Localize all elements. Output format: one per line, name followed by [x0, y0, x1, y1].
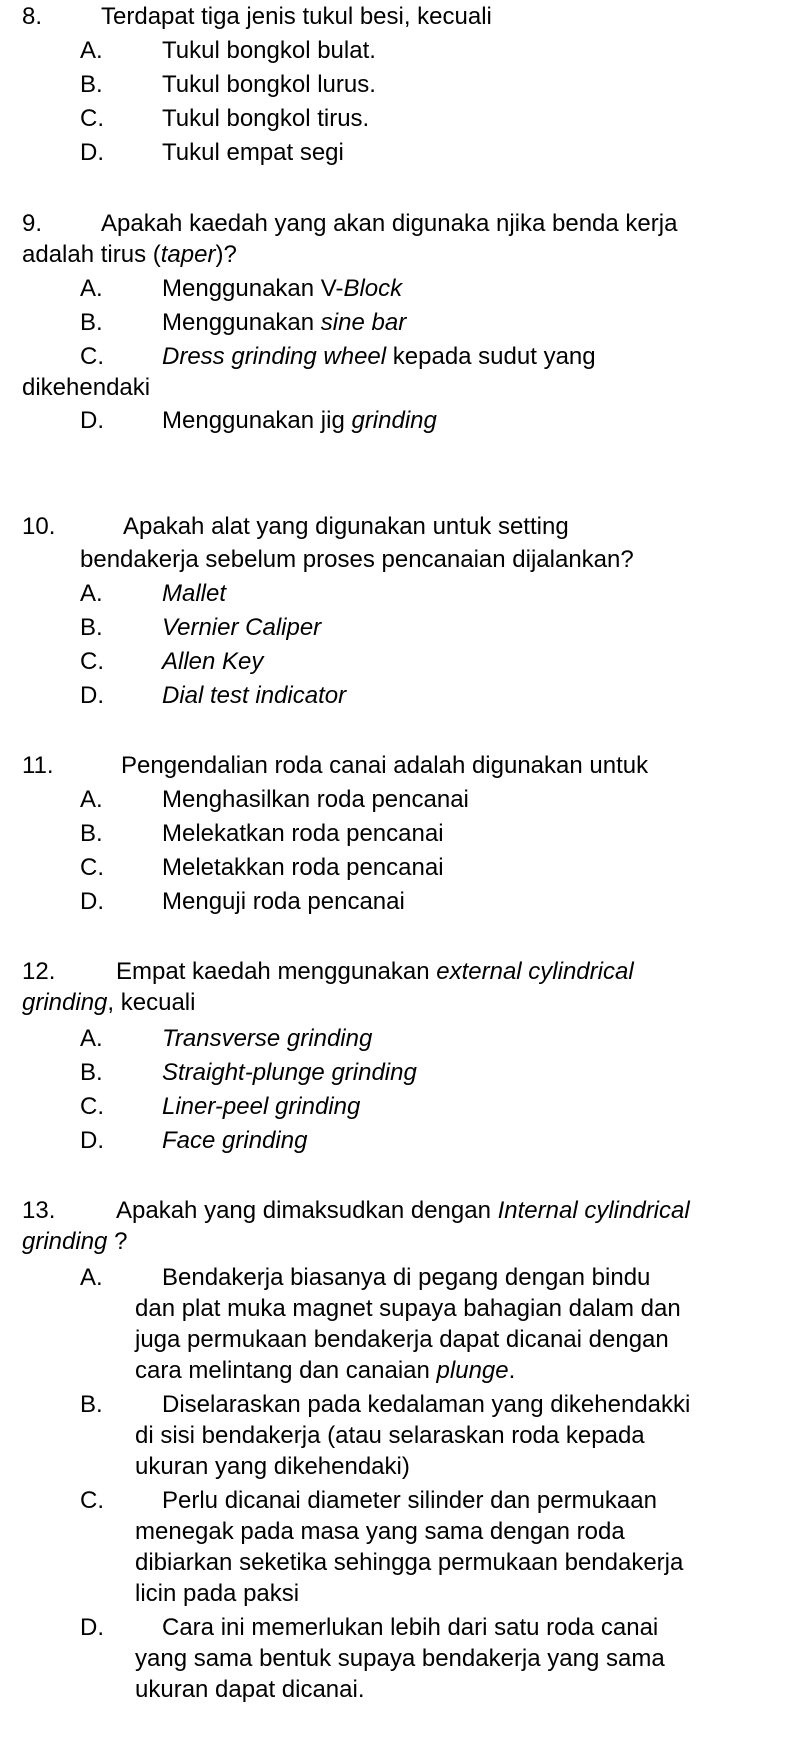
option-text: Menghasilkan roda pencanai	[162, 786, 469, 813]
option-letter: D.	[80, 1127, 104, 1154]
option-text: Menggunakan jig grinding	[162, 407, 437, 434]
option-letter: D.	[80, 139, 104, 166]
option-letter: C.	[80, 854, 104, 881]
option-letter: D.	[80, 1614, 104, 1641]
question-stem: Apakah yang dimaksudkan dengan Internal cylindrical	[116, 1197, 690, 1224]
question-stem-continued: grinding ?	[22, 1228, 128, 1255]
option-letter: B.	[80, 1391, 103, 1418]
option-text: Diselaraskan pada kedalaman yang dikehendakki	[162, 1391, 691, 1418]
option-letter: D.	[80, 888, 104, 915]
question-stem-continued: adalah tirus (taper)?	[22, 241, 237, 268]
question-number: 9.	[22, 210, 43, 237]
option-text-continued: di sisi bendakerja (atau selaraskan roda kepada	[135, 1422, 645, 1449]
option-text: Transverse grinding	[162, 1025, 373, 1052]
option-text: Vernier Caliper	[162, 614, 322, 641]
option-text: Menguji roda pencanai	[162, 888, 405, 915]
option-text: Allen Key	[162, 648, 264, 675]
option-letter: A.	[80, 580, 103, 607]
option-letter: A.	[80, 37, 103, 64]
question-stem: Apakah kaedah yang akan digunaka njika benda kerja	[101, 210, 678, 237]
question-number: 10.	[22, 513, 56, 540]
option-text-continued: dibiarkan seketika sehingga permukaan bendakerja	[135, 1549, 684, 1576]
option-text: Cara ini memerlukan lebih dari satu roda canai	[162, 1614, 659, 1641]
question-number: 13.	[22, 1197, 56, 1224]
option-letter: C.	[80, 105, 104, 132]
option-letter: D.	[80, 407, 104, 434]
option-text: Menggunakan sine bar	[162, 309, 407, 336]
option-text: Tukul bongkol lurus.	[162, 71, 376, 98]
option-text-continued: ukuran yang dikehendaki)	[135, 1453, 410, 1480]
option-text: Tukul empat segi	[162, 139, 344, 166]
question-number: 11.	[22, 752, 54, 779]
option-letter: A.	[80, 1025, 103, 1052]
option-text: Melekatkan roda pencanai	[162, 820, 444, 847]
option-text-continued: menegak pada masa yang sama dengan roda	[135, 1518, 625, 1545]
question-stem-continued: bendakerja sebelum proses pencanaian dijalankan?	[80, 546, 634, 573]
option-letter: A.	[80, 275, 103, 302]
option-letter: C.	[80, 648, 104, 675]
option-text: Tukul bongkol bulat.	[162, 37, 376, 64]
question-stem: Apakah alat yang digunakan untuk setting	[123, 513, 569, 540]
option-text: Dial test indicator	[162, 682, 347, 709]
option-text: Face grinding	[162, 1127, 308, 1154]
question-number: 8.	[22, 3, 43, 30]
question-stem-continued: grinding, kecuali	[22, 989, 196, 1016]
question-number: 12.	[22, 958, 56, 985]
option-letter: C.	[80, 343, 104, 370]
option-text-continued: dan plat muka magnet supaya bahagian dalam dan	[135, 1295, 681, 1322]
option-text: Tukul bongkol tirus.	[162, 105, 370, 132]
option-letter: B.	[80, 820, 103, 847]
option-text: Mallet	[162, 580, 227, 607]
option-text-continued: ukuran dapat dicanai.	[135, 1676, 365, 1703]
question-stem: Terdapat tiga jenis tukul besi, kecuali	[101, 3, 492, 30]
option-letter: C.	[80, 1093, 104, 1120]
option-letter: A.	[80, 1264, 103, 1291]
option-letter: B.	[80, 309, 103, 336]
option-text-continued: dikehendaki	[22, 374, 151, 401]
option-letter: D.	[80, 682, 104, 709]
option-text: Dress grinding wheel kepada sudut yang	[162, 343, 596, 370]
option-text: Perlu dicanai diameter silinder dan permukaan	[162, 1487, 657, 1514]
option-text: Menggunakan V-Block	[162, 275, 403, 302]
option-text-continued: yang sama bentuk supaya bendakerja yang sama	[135, 1645, 665, 1672]
option-text-continued: cara melintang dan canaian plunge.	[135, 1357, 516, 1384]
option-letter: C.	[80, 1487, 104, 1514]
option-letter: B.	[80, 614, 103, 641]
option-text-continued: juga permukaan bendakerja dapat dicanai dengan	[135, 1326, 669, 1353]
option-letter: A.	[80, 786, 103, 813]
option-text-continued: licin pada paksi	[135, 1580, 300, 1607]
option-text: Bendakerja biasanya di pegang dengan bindu	[162, 1264, 651, 1291]
option-text: Straight-plunge grinding	[162, 1059, 417, 1086]
option-letter: B.	[80, 71, 103, 98]
question-stem: Empat kaedah menggunakan external cylindrical	[116, 958, 634, 985]
option-text: Liner-peel grinding	[162, 1093, 361, 1120]
option-letter: B.	[80, 1059, 103, 1086]
option-text: Meletakkan roda pencanai	[162, 854, 444, 881]
question-stem: Pengendalian roda canai adalah digunakan untuk	[121, 752, 649, 779]
